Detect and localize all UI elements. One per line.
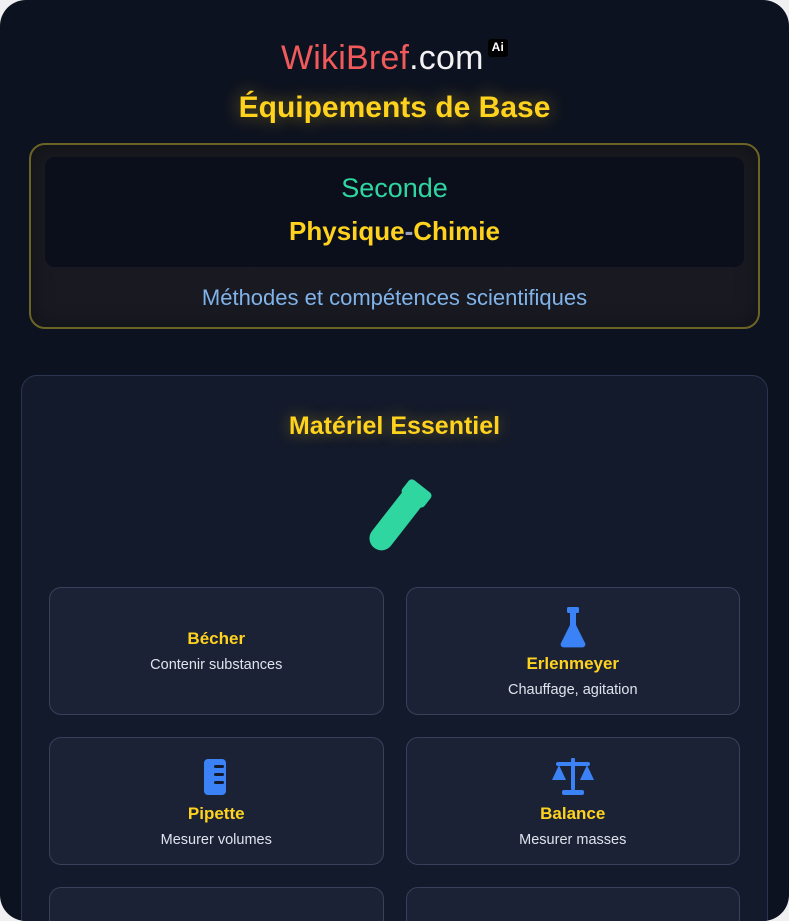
equipment-tile-extra-left[interactable] (49, 887, 384, 921)
course-level: Seconde (341, 173, 448, 204)
equipment-tile-pipette[interactable] (49, 737, 384, 865)
balance-scale-icon (550, 754, 596, 800)
course-subject-part1: Physique (289, 216, 405, 247)
course-theme: Méthodes et compétences scientifiques (201, 285, 588, 311)
equipment-section (21, 375, 768, 921)
equipment-grid (22, 573, 767, 921)
erlenmeyer-flask-icon (553, 604, 593, 650)
equipment-desc: Mesurer masses (519, 832, 627, 849)
ai-badge: Ai (488, 39, 508, 57)
brand-name-secondary: .com (409, 39, 484, 77)
equipment-name: Pipette (187, 804, 245, 824)
equipment-name: Erlenmeyer (526, 654, 620, 674)
equipment-desc: Chauffage, agitation (507, 682, 638, 699)
brand-header (0, 0, 789, 77)
course-info-inner (45, 157, 744, 267)
course-subject-dash: - (404, 216, 414, 247)
equipment-name: Balance (540, 804, 606, 824)
pipette-icon (194, 754, 238, 800)
brand-name-primary: WikiBref (280, 39, 410, 77)
section-title: Matériel Essentiel (288, 412, 501, 441)
equipment-name: Bécher (187, 629, 246, 649)
page-title: Équipements de Base (238, 91, 551, 125)
equipment-tile-becher[interactable] (49, 587, 384, 715)
course-subject (55, 216, 734, 247)
equipment-tile-extra-right[interactable] (406, 887, 741, 921)
equipment-tile-erlenmeyer[interactable] (406, 587, 741, 715)
test-tube-icon (22, 475, 767, 567)
equipment-desc: Contenir substances (150, 657, 283, 674)
equipment-desc: Mesurer volumes (160, 832, 272, 849)
course-info-card (29, 143, 760, 329)
course-subject-part2: Chimie (413, 216, 500, 247)
equipment-tile-balance[interactable] (406, 737, 741, 865)
